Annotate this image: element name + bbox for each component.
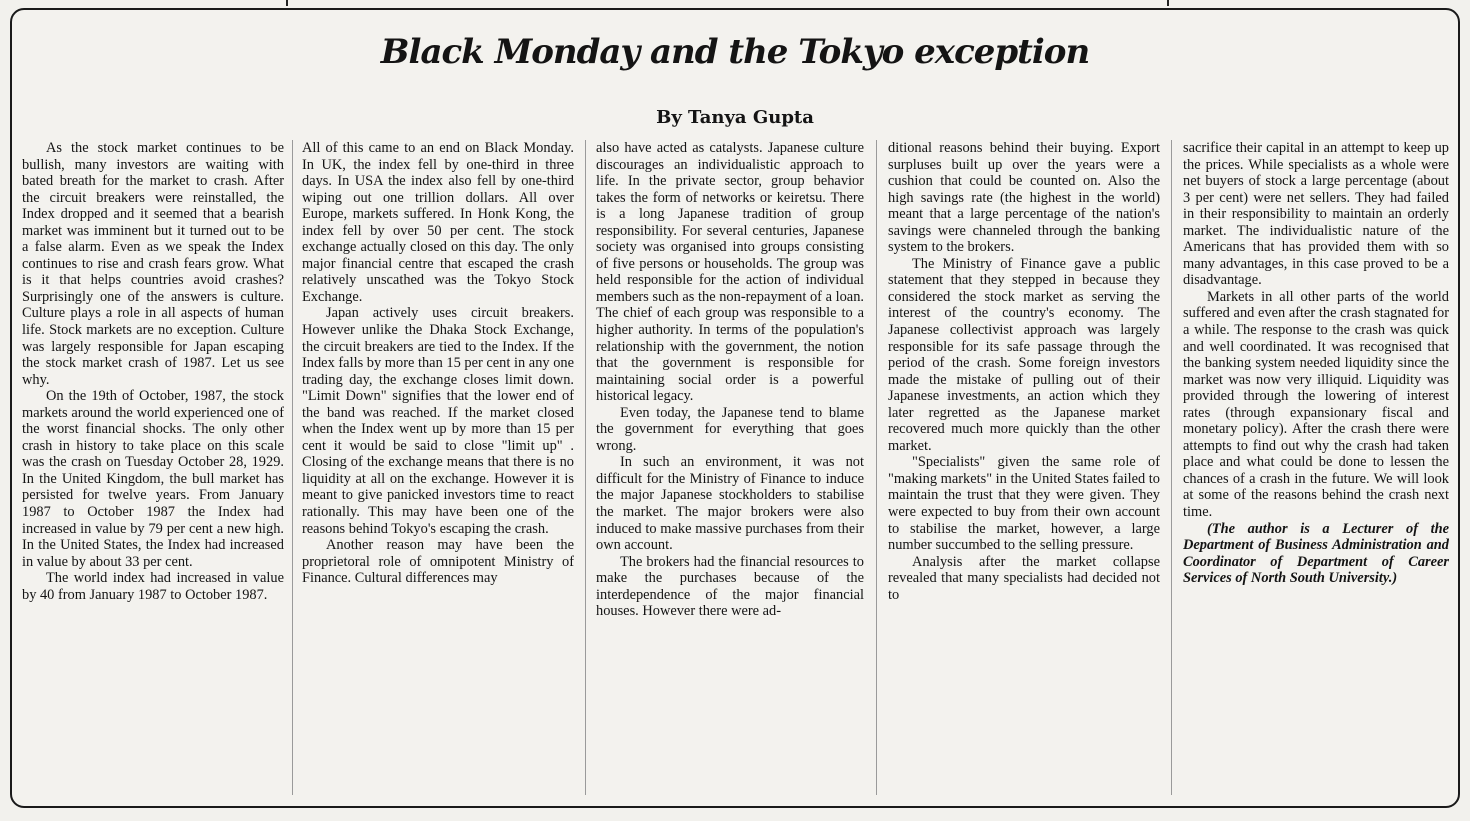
article-column-1 <box>22 140 284 796</box>
article-paragraph: Even today, the Japanese tend to blame the government for everything that goes wrong. <box>596 404 864 454</box>
article-paragraph: Analysis after the market collapse revealed that many specialists had decided not to <box>888 553 1160 603</box>
article-column-3 <box>596 140 864 796</box>
article-paragraph: As the stock market continues to be bullish, many investors are waiting with bated breath for the market to crash. After the circuit breakers were reinstalled, the Index dropped and it seemed that a bearish market was imminent but it turned out to be a false alarm. Even as we speak the Index continues to rise and crash fears grow. What is it that helps countries avoid crashes? Surprisingly one of the answers is culture. Culture plays a role in all aspects of human life. Stock markets are no exception. Culture was largely responsible for Japan escaping the stock market crash of 1987. Let us see why. <box>22 140 284 388</box>
article-byline: By Tanya Gupta <box>656 107 814 128</box>
article-paragraph: Another reason may have been the proprietoral role of omnipotent Ministry of Finance. Cultural differences may <box>302 537 574 587</box>
article-paragraph: Markets in all other parts of the world suffered and even after the crash stagnated for a while. The response to the crash was quick and well coordinated. It was recognised that the banking system needed liquidity since the market was now very illiquid. Liquidity was provided through the lowering of interest rates (through expansionary fiscal and monetary policy). After the crash there were attempts to find out why the crash had taken place and what could be done to lessen the chances of a crash in the future. We will look at some of the reasons behind the crash next time. <box>1183 288 1449 521</box>
article-paragraph: Japan actively uses circuit breakers. However unlike the Dhaka Stock Exchange, the circuit breakers are tied to the Index. If the Index falls by more than 15 per cent in any one trading day, the exchange closes limit down. "Limit Down" signifies that the lower end of the band was reached. If the market closed when the Index went up by more than 15 per cent it would be said to close "limit up" . Closing of the exchange means that there is no liquidity at all on the exchange. However it is meant to give panicked investors time to react rationally. This may have been one of the reasons behind Tokyo's escaping the crash. <box>302 305 574 537</box>
article-paragraph: "Specialists" given the same role of "making markets" in the United States failed to maintain the trust that they were given. They were expected to buy from their own account to stabilise the market, however, a large number succumbed to the selling pressure. <box>888 454 1160 554</box>
article-column-5 <box>1183 140 1449 796</box>
article-paragraph: also have acted as catalysts. Japanese culture discourages an individualistic approach to life. In the private sector, group behavior takes the form of networks or keiretsu. There is a long Japanese tradition of group responsibility. For several centuries, Japanese society was organised into groups consisting of five persons or households. The group was held responsible for the action of individual members such as the non-repayment of a loan. The chief of each group was responsible to a higher authority. In terms of the population's relationship with the government, the notion that the government is responsible for maintaining social order is a powerful historical legacy. <box>596 140 864 405</box>
article-column-4 <box>888 140 1160 796</box>
column-cut-mark <box>1167 0 1169 6</box>
column-divider <box>1171 140 1172 795</box>
column-divider <box>876 140 877 795</box>
article-headline: Black Monday and the Tokyo exception <box>380 32 1090 72</box>
article-paragraph: The world index had increased in value by 40 from January 1987 to October 1987. <box>22 570 284 603</box>
article-paragraph: All of this came to an end on Black Monday. In UK, the index fell by one-third in three days. In USA the index also fell by one-third wiping out one trillion dollars. All over Europe, markets suffered. In Honk Kong, the index fell by over 50 per cent. The stock exchange actually closed on this day. The only major financial centre that escaped the crash relatively unscathed was the Tokyo Stock Exchange. <box>302 140 574 305</box>
author-note: (The author is a Lecturer of the Department of Business Administration and Coordinator of Department of Career Services of North South University.) <box>1183 520 1449 587</box>
article-paragraph: sacrifice their capital in an attempt to keep up the prices. While specialists as a whole were net buyers of stock a large percentage (about 3 per cent) were net sellers. They had failed in their responsibility to maintain an orderly market. The individualistic nature of the Americans that has provided them with so many advantages, in this case proved to be a disadvantage. <box>1183 140 1449 289</box>
article-column-2 <box>302 140 574 796</box>
column-cut-mark <box>286 0 288 6</box>
column-divider <box>585 140 586 795</box>
article-paragraph: On the 19th of October, 1987, the stock markets around the world experienced one of the worst financial shocks. The only other crash in history to take place on this scale was the crash on Tuesday October 28, 1929. In the United Kingdom, the bull market has persisted for twelve years. From January 1987 to October 1987 the Index had increased in value by 79 per cent a new high. In the United States, the Index had increased in value by about 33 per cent. <box>22 388 284 570</box>
article-paragraph: The Ministry of Finance gave a public statement that they stepped in because they considered the stock market as serving the interest of the country's economy. The Japanese collectivist approach was largely responsible for its safe passage through the period of the crash. Some foreign investors made the mistake of pulling out of their Japanese investments, an action which they later regretted as the Japanese market recovered much more quickly than the other market. <box>888 255 1160 454</box>
article-paragraph: ditional reasons behind their buying. Export surpluses built up over the years were a cushion that could be counted on. Also the high savings rate (the highest in the world) meant that a large percentage of the nation's savings were channeled through the banking system to the brokers. <box>888 140 1160 256</box>
article-paragraph: The brokers had the financial resources to make the purchases because of the interdependence of the major financial houses. However there were ad- <box>596 553 864 620</box>
top-cut-edge <box>0 0 1470 6</box>
article-paragraph: In such an environment, it was not difficult for the Ministry of Finance to induce the major Japanese stockholders to stabilise the market. The major brokers were also induced to make massive purchases from their own account. <box>596 454 864 554</box>
column-divider <box>292 140 293 795</box>
